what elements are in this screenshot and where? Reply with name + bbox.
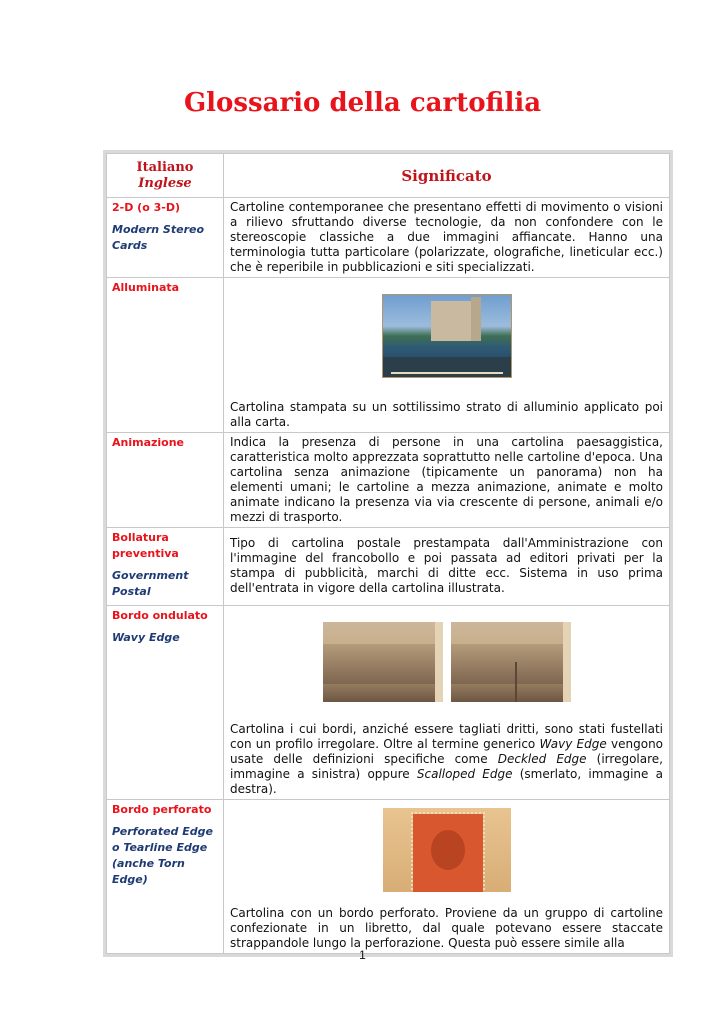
definition-cell (224, 278, 670, 433)
header-language (107, 154, 224, 198)
term-cell (107, 198, 224, 278)
definition-text: Cartolina con un bordo perforato. Proviene da un gruppo di cartoline confezionate in un libretto, dal quale potevano essere staccate strappandole lungo la perforazione. Questa può essere simile alla (230, 906, 663, 950)
term-cell (107, 606, 224, 800)
header-significato: Significato (224, 154, 670, 198)
term-italian: Bollatura preventiva (112, 531, 179, 560)
definition-text: Cartolina stampata su un sottilissimo strato di alluminio applicato poi alla carta. (230, 400, 663, 429)
header-italiano: Italiano (136, 159, 194, 175)
term-italian: Bordo ondulato (112, 609, 208, 622)
deckled-edge-image (323, 622, 443, 702)
table-row (107, 198, 670, 278)
header-inglese: Inglese (138, 175, 192, 191)
table-row (107, 606, 670, 800)
image-area (230, 280, 663, 400)
term-italian: Bordo perforato (112, 803, 212, 816)
definition-text: Cartolina i cui bordi, anziché essere tagliati dritti, sono stati fustellati con un profilo irregolare. Oltre al termine generico Wavy Edge vengono usate delle definizioni specifiche come Deckled Edge (irregolare, immagine a sinistra) oppure Scalloped Edge (smerlato, immagine a destra). (230, 722, 664, 796)
stamp-image (383, 808, 511, 892)
definition-text: Cartoline contemporanee che presentano effetti di movimento o visioni a rilievo sfruttando diverse tecnologie, da non confondere con le stereoscopie classiche a due immagini affiancate. Hanno una terminologia tutta particolare (polarizzate, olografiche, lineticular ecc.) che è reperibile in pubblicazioni e siti specializzati. (230, 200, 663, 274)
table-row (107, 278, 670, 433)
definition-cell (224, 198, 670, 278)
term-italian: Animazione (112, 436, 185, 449)
table-row (107, 528, 670, 606)
term-english: Modern Stereo Cards (112, 223, 205, 252)
term-italian: Alluminata (112, 281, 180, 294)
image-area (230, 608, 663, 722)
page-title: Glossario della cartofilia (183, 88, 542, 118)
definition-text: Indica la presenza di persone in una cartolina paesaggistica, caratteristica molto apprezzata soprattutto nelle cartoline d'epoca. Una cartolina senza animazione (tipicamente un panorama) non ha elementi umani; le cartoline a mezza animazione, animate e molto animate indicano la presenza via via crescente di persone, animali e/o mezzi di trasporto. (230, 435, 663, 524)
image-area (230, 802, 663, 906)
definition-cell (224, 606, 670, 800)
table-row (107, 800, 670, 954)
term-cell (107, 278, 224, 433)
term-cell (107, 433, 224, 528)
definition-cell (224, 433, 670, 528)
term-english: Perforated Edge o Tearline Edge (anche Torn Edge) (112, 825, 213, 886)
glossary-table (103, 150, 673, 957)
term-english: Government Postal (112, 569, 189, 598)
term-italian: 2-D (o 3-D) (112, 201, 180, 214)
definition-cell (224, 528, 670, 606)
page-number: 1 (359, 948, 366, 962)
castle-postcard-image (382, 294, 512, 378)
scalloped-edge-image (451, 622, 571, 702)
term-english: Wavy Edge (112, 631, 180, 644)
term-cell (107, 800, 224, 954)
definition-cell (224, 800, 670, 954)
table-header-row (107, 154, 670, 198)
definition-text: Tipo di cartolina postale prestampata dall'Amministrazione con l'immagine del francobollo e poi passata ad editori privati per la stampa di pubblicità, marchi di ditte ecc. Sistema in uso prima dell'entrata in vigore della cartolina illustrata. (230, 536, 663, 595)
term-cell (107, 528, 224, 606)
table-row (107, 433, 670, 528)
